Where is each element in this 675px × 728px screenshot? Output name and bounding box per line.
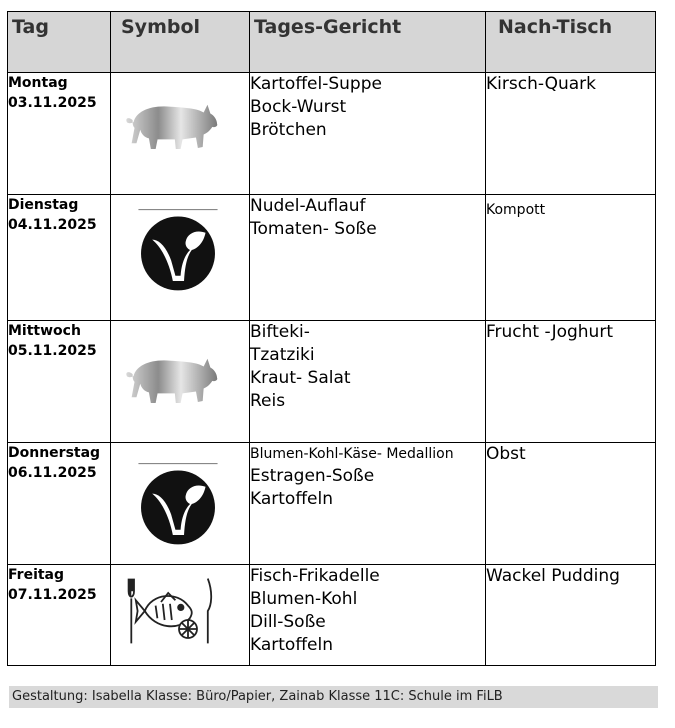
- day-row-montag: [8, 73, 656, 195]
- dish-item: Estragen-Soße: [250, 466, 375, 486]
- day-date: 03.11.2025: [8, 95, 97, 111]
- dish-cell: [250, 195, 486, 321]
- day-date: 06.11.2025: [8, 465, 97, 481]
- dessert-cell: Frucht -Joghurt: [486, 321, 656, 443]
- day-row-freitag: [8, 565, 656, 666]
- day-name: Dienstag: [8, 197, 79, 213]
- symbol-cell: [111, 443, 250, 565]
- dish-cell: [250, 443, 486, 565]
- dish-item: Blumen-Kohl: [250, 589, 358, 609]
- menu-table: [7, 11, 656, 666]
- pig-icon: [123, 93, 219, 155]
- symbol-cell: [111, 73, 250, 195]
- dish-item: Fisch-Frikadelle: [250, 566, 380, 586]
- dish-item: Kartoffeln: [250, 489, 333, 509]
- day-cell: [8, 195, 111, 321]
- header-tag: Tag: [8, 12, 111, 73]
- pig-icon: [123, 347, 219, 409]
- day-name: Montag: [8, 75, 68, 91]
- day-date: 04.11.2025: [8, 217, 97, 233]
- dish-item: Dill-Soße: [250, 612, 326, 632]
- day-cell: [8, 321, 111, 443]
- dish-item: Nudel-Auflauf: [250, 196, 366, 216]
- vegan-icon: [135, 461, 221, 547]
- day-cell: [8, 565, 111, 666]
- footer-credits: Gestaltung: Isabella Klasse: Büro/Papier, Zainab Klasse 11C: Schule im FiLB: [9, 686, 658, 708]
- dessert-cell: Obst: [486, 443, 656, 565]
- header-symbol: Symbol: [111, 12, 250, 73]
- symbol-cell: [111, 321, 250, 443]
- dish-item: Tomaten- Soße: [250, 219, 377, 239]
- day-row-mittwoch: [8, 321, 656, 443]
- day-name: Mittwoch: [8, 323, 81, 339]
- header-dessert: Nach-Tisch: [486, 12, 656, 73]
- dish-cell: [250, 565, 486, 666]
- dish-item: Bifteki-: [250, 322, 310, 342]
- day-row-dienstag: [8, 195, 656, 321]
- dessert-cell: Kompott: [486, 195, 656, 321]
- header-dish: Tages-Gericht: [250, 12, 486, 73]
- dish-item: Brötchen: [250, 120, 327, 140]
- dish-item: Reis: [250, 391, 286, 411]
- dish-item: Kartoffel-Suppe: [250, 74, 382, 94]
- dish-cell: [250, 321, 486, 443]
- day-date: 05.11.2025: [8, 343, 97, 359]
- day-name: Donnerstag: [8, 445, 101, 461]
- day-date: 07.11.2025: [8, 587, 97, 603]
- dish-cell: [250, 73, 486, 195]
- dish-item: Bock-Wurst: [250, 97, 347, 117]
- vegan-icon: [135, 207, 221, 293]
- symbol-cell: [111, 195, 250, 321]
- dessert-cell: Wackel Pudding: [486, 565, 656, 666]
- fish-icon: [125, 575, 215, 647]
- dish-item: Blumen-Kohl-Käse- Medallion: [250, 446, 454, 462]
- dish-item: Tzatziki: [250, 345, 315, 365]
- day-row-donnerstag: [8, 443, 656, 565]
- day-cell: [8, 73, 111, 195]
- dessert-cell: Kirsch-Quark: [486, 73, 656, 195]
- day-name: Freitag: [8, 567, 65, 583]
- header-row: [8, 12, 656, 73]
- dish-item: Kartoffeln: [250, 635, 333, 655]
- day-cell: [8, 443, 111, 565]
- dish-item: Kraut- Salat: [250, 368, 351, 388]
- symbol-cell: [111, 565, 250, 666]
